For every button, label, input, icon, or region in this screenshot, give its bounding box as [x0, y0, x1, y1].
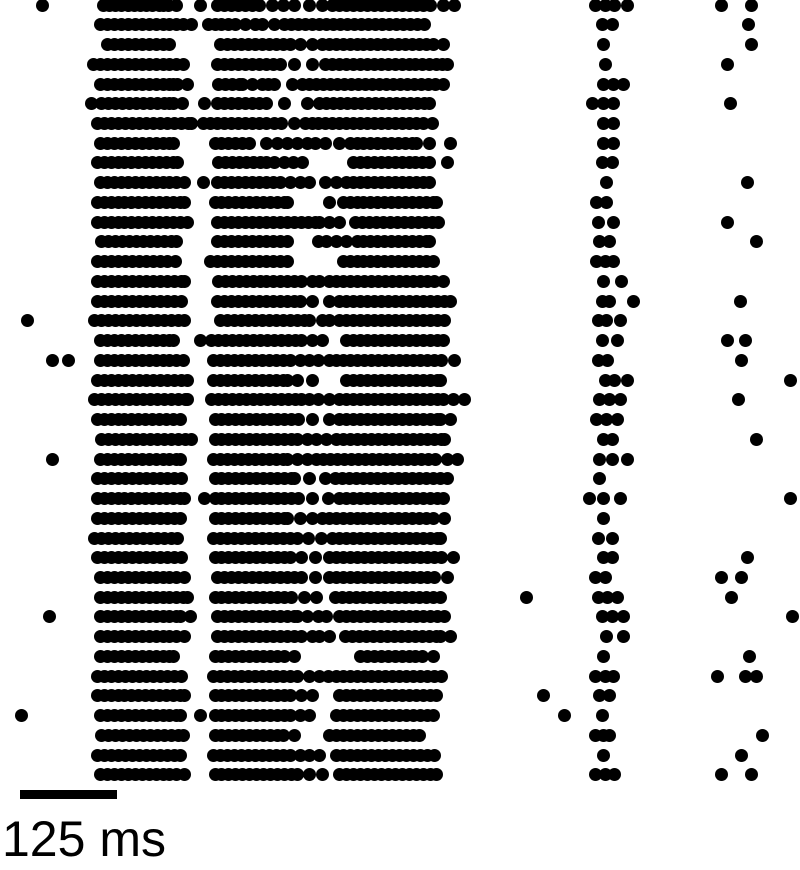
spike-dot: [614, 314, 627, 327]
spike-dot: [171, 532, 184, 545]
spike-dot: [596, 709, 609, 722]
spike-dot: [458, 393, 471, 406]
spike-dot: [428, 749, 441, 762]
spike-dot: [295, 571, 308, 584]
spike-dot: [418, 18, 431, 31]
spike-dot: [434, 591, 447, 604]
spike-dot: [617, 610, 630, 623]
spike-dot: [715, 571, 728, 584]
spike-dot: [434, 374, 447, 387]
spike-dot: [243, 137, 256, 150]
spike-dot: [745, 768, 758, 781]
spike-dot: [444, 413, 457, 426]
spike-dot: [292, 492, 305, 505]
spike-dot: [174, 512, 187, 525]
spike-dot: [253, 0, 266, 12]
spike-dot: [606, 433, 619, 446]
spike-dot: [607, 670, 620, 683]
spike-dot: [423, 137, 436, 150]
spike-dot: [176, 97, 189, 110]
spike-dot: [423, 156, 436, 169]
spike-dot: [306, 689, 319, 702]
spike-dot: [288, 58, 301, 71]
spike-dot: [296, 156, 309, 169]
spike-dot: [756, 729, 769, 742]
spike-dot: [558, 709, 571, 722]
spike-dot: [606, 156, 619, 169]
spike-dot: [615, 275, 628, 288]
spike-dot: [437, 275, 450, 288]
spike-dot: [295, 551, 308, 564]
spike-dot: [441, 156, 454, 169]
spike-dot: [597, 650, 610, 663]
spike-dot: [288, 472, 301, 485]
spike-dot: [593, 472, 606, 485]
spike-dot: [444, 630, 457, 643]
spike-dot: [606, 551, 619, 564]
spike-dot: [607, 117, 620, 130]
spike-dot: [600, 630, 613, 643]
spike-dot: [43, 610, 56, 623]
spike-dot: [281, 196, 294, 209]
spike-dot: [614, 492, 627, 505]
spike-dot: [437, 492, 450, 505]
spike-dot: [732, 393, 745, 406]
spike-dot: [428, 571, 441, 584]
spike-dot: [294, 295, 307, 308]
spike-dot: [611, 334, 624, 347]
spike-dot: [46, 453, 59, 466]
spike-dot: [177, 729, 190, 742]
spike-dot: [438, 610, 451, 623]
spike-dot: [606, 532, 619, 545]
spike-dot: [184, 610, 197, 623]
spike-dot: [306, 58, 319, 71]
spike-dot: [167, 334, 180, 347]
spike-dot: [178, 571, 191, 584]
spike-dot: [597, 38, 610, 51]
spike-dot: [621, 374, 634, 387]
spike-dot: [426, 117, 439, 130]
spike-dot: [185, 18, 198, 31]
spike-dot: [444, 295, 457, 308]
spike-dot: [725, 591, 738, 604]
spike-dot: [745, 0, 758, 12]
spike-dot: [291, 768, 304, 781]
spike-dot: [435, 670, 448, 683]
spike-dot: [288, 650, 301, 663]
spike-dot: [621, 0, 634, 12]
spike-dot: [174, 709, 187, 722]
spike-dot: [444, 137, 457, 150]
spike-dot: [596, 334, 609, 347]
spike-dot: [333, 216, 346, 229]
spike-dot: [735, 749, 748, 762]
spike-dot: [170, 235, 183, 248]
spike-dot: [784, 374, 797, 387]
spike-dot: [599, 571, 612, 584]
spike-dot: [430, 196, 443, 209]
spike-dot: [281, 512, 294, 525]
spike-dot: [410, 137, 423, 150]
spike-dot: [303, 176, 316, 189]
spike-dot: [169, 255, 182, 268]
spike-dot: [46, 354, 59, 367]
spike-dot: [721, 216, 734, 229]
spike-dot: [711, 670, 724, 683]
spike-dot: [427, 709, 440, 722]
spike-dot: [592, 216, 605, 229]
spike-dot: [319, 137, 332, 150]
spike-dot: [606, 453, 619, 466]
spike-dot: [423, 176, 436, 189]
spike-dot: [178, 314, 191, 327]
spike-dot: [537, 689, 550, 702]
spike-dot: [448, 0, 461, 12]
spike-dot: [608, 0, 621, 12]
spike-dot: [185, 433, 198, 446]
spike-dot: [274, 58, 287, 71]
spike-dot: [163, 38, 176, 51]
spike-dot: [583, 492, 596, 505]
spike-dot: [601, 354, 614, 367]
spike-dot: [715, 0, 728, 12]
spike-dot: [600, 176, 613, 189]
spike-dot: [301, 97, 314, 110]
spike-dot: [288, 729, 301, 742]
spike-dot: [597, 492, 610, 505]
spike-dot: [175, 472, 188, 485]
spike-dot: [256, 18, 269, 31]
spike-dot: [198, 97, 211, 110]
spike-dot: [194, 709, 207, 722]
spike-dot: [288, 0, 301, 12]
spike-dot: [178, 630, 191, 643]
spike-dot: [434, 532, 447, 545]
spike-dot: [175, 551, 188, 564]
spike-dot: [197, 176, 210, 189]
spike-dot: [167, 137, 180, 150]
spike-dot: [167, 650, 180, 663]
spike-dot: [447, 551, 460, 564]
spike-dot: [306, 413, 319, 426]
spike-dot: [599, 58, 612, 71]
spike-dot: [178, 275, 191, 288]
spike-dot: [181, 591, 194, 604]
spike-dot: [438, 314, 451, 327]
spike-dot: [600, 314, 613, 327]
spike-dot: [627, 295, 640, 308]
spike-dot: [520, 591, 533, 604]
spike-dot: [750, 235, 763, 248]
spike-dot: [310, 591, 323, 604]
spike-dot: [294, 38, 307, 51]
spike-dot: [303, 768, 316, 781]
spike-dot: [603, 689, 616, 702]
spike-dot: [302, 532, 315, 545]
spike-dot: [306, 492, 319, 505]
spike-dot: [316, 768, 329, 781]
spike-dot: [170, 0, 183, 12]
spike-dot: [441, 58, 454, 71]
spike-dot: [611, 413, 624, 426]
spike-dot: [734, 295, 747, 308]
spike-dot: [429, 453, 442, 466]
spike-dot: [735, 571, 748, 584]
spike-dot: [597, 275, 610, 288]
spike-dot: [178, 768, 191, 781]
spike-dot: [303, 0, 316, 12]
spike-dot: [303, 472, 316, 485]
spike-dot: [743, 650, 756, 663]
spike-dot: [175, 295, 188, 308]
spike-dot: [721, 334, 734, 347]
spike-dot: [281, 235, 294, 248]
spike-dot: [437, 78, 450, 91]
spike-dot: [178, 689, 191, 702]
spike-dot: [306, 295, 319, 308]
spike-dot: [21, 314, 34, 327]
spike-dot: [181, 216, 194, 229]
spike-dot: [281, 255, 294, 268]
spike-dot: [291, 670, 304, 683]
spike-dot: [441, 571, 454, 584]
spike-dot: [607, 137, 620, 150]
spike-dot: [741, 551, 754, 564]
spike-dot: [735, 354, 748, 367]
spike-dot: [181, 393, 194, 406]
spike-dot: [621, 453, 634, 466]
spike-dot: [600, 196, 613, 209]
spike-dot: [306, 374, 319, 387]
time-scale-label: 125 ms: [2, 811, 166, 867]
spike-dot: [175, 670, 188, 683]
spike-dot: [268, 78, 281, 91]
spike-dot: [174, 453, 187, 466]
spike-dot: [441, 472, 454, 485]
spike-dot: [178, 196, 191, 209]
spike-dot: [427, 650, 440, 663]
spike-dot: [413, 729, 426, 742]
spike-dot: [309, 551, 322, 564]
spike-dot: [784, 492, 797, 505]
spike-dot: [739, 334, 752, 347]
spike-dot: [617, 630, 630, 643]
spike-dot: [15, 709, 28, 722]
spike-dot: [603, 295, 616, 308]
spike-dot: [750, 670, 763, 683]
spike-dot: [742, 18, 755, 31]
spike-dot: [597, 749, 610, 762]
spike-dot: [745, 38, 758, 51]
spike-dot: [320, 610, 333, 623]
spike-dot: [174, 413, 187, 426]
spike-dot: [174, 749, 187, 762]
spike-dot: [592, 532, 605, 545]
spike-dot: [724, 97, 737, 110]
spike-dot: [275, 117, 288, 130]
spike-dot: [606, 18, 619, 31]
spike-dot: [614, 393, 627, 406]
spike-dot: [278, 97, 291, 110]
spike-dot: [448, 354, 461, 367]
spike-dot: [597, 512, 610, 525]
spike-dot: [786, 610, 799, 623]
spike-dot: [432, 216, 445, 229]
spike-dot: [36, 0, 49, 12]
spike-dot: [316, 334, 329, 347]
spike-dot: [423, 235, 436, 248]
spike-dot: [178, 176, 191, 189]
spike-dot: [424, 0, 437, 12]
spike-dot: [617, 78, 630, 91]
time-scale-bar: [20, 790, 117, 799]
spike-dot: [715, 768, 728, 781]
spike-dot: [309, 571, 322, 584]
spike-dot: [435, 354, 448, 367]
spike-dot: [181, 78, 194, 91]
spike-dot: [177, 354, 190, 367]
spike-dot: [323, 630, 336, 643]
spike-dot: [292, 413, 305, 426]
spike-dot: [607, 216, 620, 229]
spike-dot: [608, 768, 621, 781]
spike-dot: [285, 591, 298, 604]
spike-dot: [427, 255, 440, 268]
spike-dot: [607, 97, 620, 110]
spike-dot: [603, 729, 616, 742]
spike-dot: [181, 374, 194, 387]
spike-dot: [294, 512, 307, 525]
spike-dot: [303, 314, 316, 327]
spike-dot: [593, 453, 606, 466]
spike-dot: [430, 768, 443, 781]
spike-dot: [603, 235, 616, 248]
spike-dot: [177, 58, 190, 71]
spike-dot: [607, 255, 620, 268]
spike-dot: [437, 334, 450, 347]
spike-dot: [303, 709, 316, 722]
spike-dot: [438, 512, 451, 525]
spike-dot: [298, 591, 311, 604]
spike-dot: [611, 591, 624, 604]
spike-dot: [430, 689, 443, 702]
spike-dot: [750, 433, 763, 446]
spike-dot: [608, 374, 621, 387]
spike-dot: [741, 176, 754, 189]
spike-dot: [313, 749, 326, 762]
spike-dot: [260, 97, 273, 110]
spike-dot: [451, 453, 464, 466]
spike-dot: [194, 0, 207, 12]
spike-dot: [62, 354, 75, 367]
spike-dot: [178, 492, 191, 505]
spike-dot: [291, 374, 304, 387]
spike-dot: [423, 97, 436, 110]
spike-dot: [437, 38, 450, 51]
spike-dot: [171, 156, 184, 169]
spike-dot: [323, 196, 336, 209]
spike-dot: [438, 433, 451, 446]
spike-dot: [721, 58, 734, 71]
